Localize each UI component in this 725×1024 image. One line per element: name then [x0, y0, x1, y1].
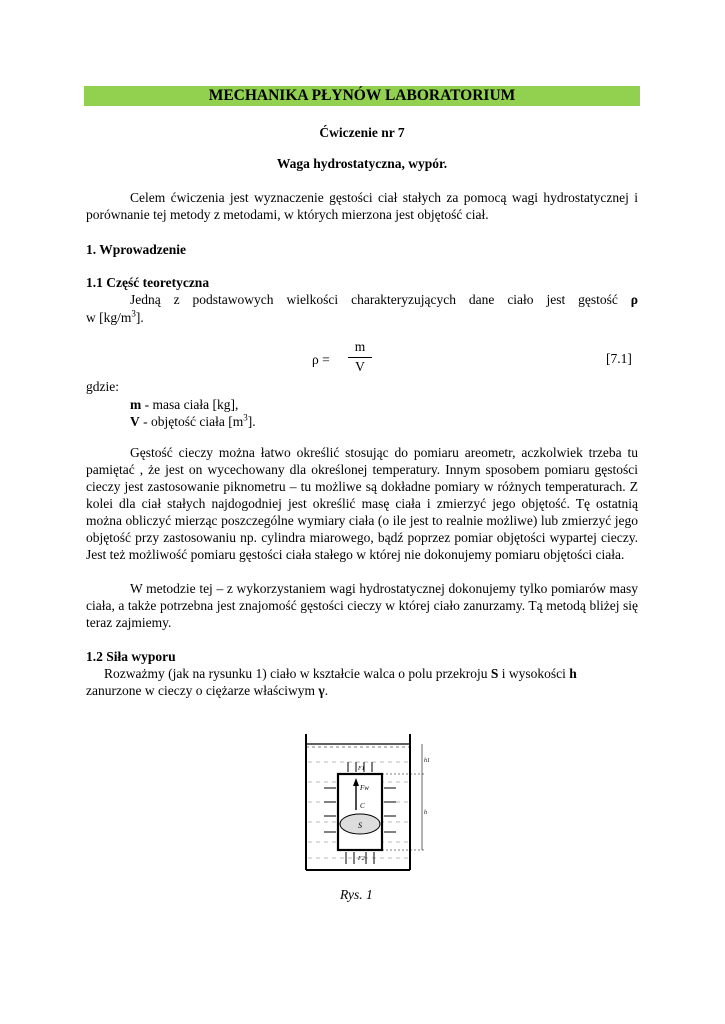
label-f2: F2 [358, 856, 365, 862]
section-1-1-text: Jedną z podstawowych wielkości charakteryzujących dane ciało jest gęstość [130, 292, 618, 307]
s12-text-d: . [324, 683, 329, 698]
formula-lhs: ρ = [312, 352, 330, 367]
formula-fraction [348, 339, 372, 375]
section-1-2-heading: 1.2 Siła wyporu [86, 649, 176, 664]
where-m [130, 396, 238, 413]
s12-text-a: Rozważmy (jak na rysunku 1) ciało w kształcie walca o polu przekroju [104, 666, 491, 681]
where-label: gdzie: [86, 379, 119, 394]
dimension-lines [382, 774, 424, 850]
v-desc-sup: 3 [243, 412, 248, 423]
section-1-1-text-line1 [130, 291, 638, 308]
section-1-1-text-line2 [86, 309, 144, 326]
section-1-heading: 1. Wprowadzenie [86, 242, 187, 257]
figure-caption: Rys. 1 [340, 887, 373, 902]
gamma-symbol: γ [318, 683, 325, 698]
formula-denominator: V [355, 359, 365, 374]
unit-prefix: w [kg/m [86, 310, 132, 325]
density-paragraph: Gęstość cieczy można łatwo określić stosując do pomiaru areometr, aczkolwiek trzeba tu pamiętać , że jest on wycechowany dla określonej temperatury. Innym sposobem pomiaru gęstości cieczy jest zastosowanie piknometru – tu możliwe są dokładne pomiary w różnych temperaturach. Z kolei dla ciał stałych najdogodniej jest określić masę ciała i zmierzyć jego objętość. Tę ostatnią można obliczyć mierząc poszczególne wymiary ciała (o ile jest to realnie możliwe) lub zmierzyć jego objętość przy zastosowaniu np. cylindra miarowego, bądź poprzez pomiar objętości wypartej cieczy. Jest też możliwość pomiaru gęstości ciała stałego w której nie dokonujemy pomiaru objętości ciała. [86, 445, 638, 562]
v-desc-prefix: - objętość ciała [m [139, 414, 244, 429]
intro-paragraph: Celem ćwiczenia jest wyznaczenie gęstości ciał stałych za pomocą wagi hydrostatycznej i porównanie tej metody z metodami, w których mierzona jest objętość ciał. [86, 190, 638, 222]
label-s: S [358, 821, 362, 830]
exercise-number: Ćwiczenie nr 7 [319, 125, 405, 140]
label-f1: F1 [358, 766, 365, 772]
unit-sup: 3 [131, 308, 136, 319]
v-symbol: V [130, 414, 140, 429]
header-title: MECHANIKA PŁYNÓW LABORATORIUM [84, 86, 640, 106]
s12-text-c: zanurzone w cieczy o ciężarze właściwym [86, 683, 319, 698]
label-c: C [360, 802, 365, 810]
m-desc: - masa ciała [kg], [141, 397, 239, 412]
s-symbol: S [490, 666, 499, 681]
where-v [130, 413, 256, 430]
label-h: h [424, 810, 427, 816]
fraction-bar [348, 357, 372, 358]
s12-text-b: i wysokości [498, 666, 570, 681]
section-1-1-heading: 1.1 Część teoretyczna [86, 275, 210, 290]
h-symbol: h [569, 666, 577, 681]
section-1-2-text-line2 [86, 682, 328, 699]
label-fw: Fw [360, 784, 369, 792]
exercise-title: Waga hydrostatyczna, wypór. [276, 156, 448, 171]
section-1-2-text-line1 [104, 665, 577, 682]
rho-symbol: ρ [630, 292, 639, 307]
formula-numerator: m [354, 339, 366, 354]
unit-suffix: ]. [135, 310, 144, 325]
formula-number: [7.1] [606, 351, 632, 366]
buoyancy-figure [300, 732, 430, 872]
label-h1: h1 [424, 758, 430, 764]
method-paragraph: W metodzie tej – z wykorzystaniem wagi hydrostatycznej dokonujemy tylko pomiarów masy ciała, a także potrzebna jest znajomość gęstości cieczy w której ciało zanurzamy. Tą metodą bliżej się teraz zajmiemy. [86, 581, 638, 630]
v-desc-suffix: ]. [247, 414, 256, 429]
m-symbol: m [130, 397, 142, 412]
